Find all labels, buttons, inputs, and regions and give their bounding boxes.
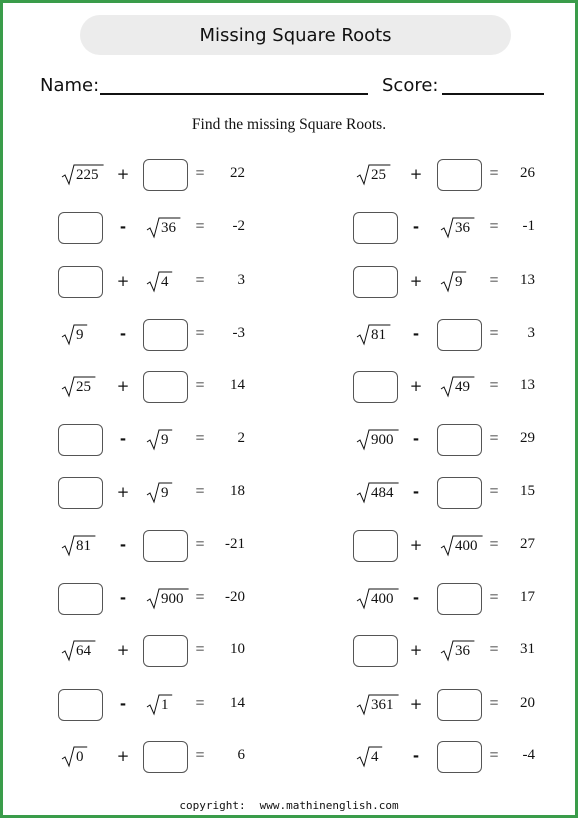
result-value: 14 bbox=[230, 695, 245, 711]
equals-sign: = bbox=[195, 536, 205, 553]
plus-operator: + bbox=[409, 641, 423, 659]
square-root-term bbox=[61, 324, 87, 346]
plus-operator: + bbox=[116, 483, 130, 501]
answer-box[interactable] bbox=[58, 266, 103, 298]
answer-box[interactable] bbox=[437, 583, 482, 615]
answer-box[interactable] bbox=[437, 159, 482, 191]
result-value: 20 bbox=[520, 695, 535, 711]
result-value: 10 bbox=[230, 641, 245, 657]
plus-operator: + bbox=[116, 272, 130, 290]
radicand-value: 36 bbox=[455, 643, 470, 659]
radicand-value: 4 bbox=[371, 749, 379, 765]
square-root-term bbox=[61, 535, 95, 557]
square-root-term bbox=[356, 164, 390, 186]
radicand-value: 900 bbox=[371, 432, 394, 448]
equals-sign: = bbox=[489, 430, 499, 447]
answer-box[interactable] bbox=[353, 530, 398, 562]
equals-sign: = bbox=[489, 165, 499, 182]
square-root-term bbox=[440, 640, 474, 662]
minus-operator: - bbox=[412, 218, 420, 236]
minus-operator: - bbox=[412, 483, 420, 501]
equals-sign: = bbox=[195, 430, 205, 447]
result-value: 29 bbox=[520, 430, 535, 446]
plus-operator: + bbox=[409, 377, 423, 395]
square-root-term bbox=[146, 217, 180, 239]
radicand-value: 36 bbox=[455, 220, 470, 236]
instructions: Find the missing Square Roots. bbox=[191, 116, 387, 133]
minus-operator: - bbox=[119, 325, 127, 343]
radicand-value: 9 bbox=[161, 432, 169, 448]
minus-operator: - bbox=[119, 589, 127, 607]
radicand-value: 64 bbox=[76, 643, 91, 659]
answer-box[interactable] bbox=[437, 689, 482, 721]
equals-sign: = bbox=[195, 325, 205, 342]
name-field[interactable] bbox=[100, 93, 368, 95]
equals-sign: = bbox=[195, 589, 205, 606]
radicand-value: 0 bbox=[76, 749, 84, 765]
name-score-row bbox=[40, 73, 548, 101]
square-root-term bbox=[146, 429, 172, 451]
square-root-term bbox=[356, 429, 399, 451]
answer-box[interactable] bbox=[353, 266, 398, 298]
radicand-value: 81 bbox=[76, 538, 91, 554]
result-value: -2 bbox=[232, 218, 245, 234]
square-root-term bbox=[61, 746, 87, 768]
result-value: 6 bbox=[237, 747, 245, 763]
result-value: -3 bbox=[232, 325, 245, 341]
worksheet-title: Missing Square Roots bbox=[80, 15, 511, 55]
square-root-term bbox=[356, 324, 390, 346]
result-value: 31 bbox=[520, 641, 535, 657]
minus-operator: - bbox=[412, 430, 420, 448]
plus-operator: + bbox=[409, 695, 423, 713]
square-root-term bbox=[146, 694, 172, 716]
minus-operator: - bbox=[119, 430, 127, 448]
square-root-term bbox=[440, 535, 483, 557]
score-label: Score: bbox=[382, 75, 439, 96]
result-value: -20 bbox=[225, 589, 245, 605]
square-root-term bbox=[356, 746, 382, 768]
equals-sign: = bbox=[195, 747, 205, 764]
equals-sign: = bbox=[489, 589, 499, 606]
square-root-term bbox=[61, 164, 104, 186]
answer-box[interactable] bbox=[437, 424, 482, 456]
equals-sign: = bbox=[195, 695, 205, 712]
equals-sign: = bbox=[195, 218, 205, 235]
square-root-term bbox=[146, 271, 172, 293]
radicand-value: 4 bbox=[161, 274, 169, 290]
plus-operator: + bbox=[116, 377, 130, 395]
radicand-value: 900 bbox=[161, 591, 184, 607]
answer-box[interactable] bbox=[143, 319, 188, 351]
radicand-value: 400 bbox=[371, 591, 394, 607]
radicand-value: 25 bbox=[76, 379, 91, 395]
minus-operator: - bbox=[412, 747, 420, 765]
square-root-term bbox=[440, 271, 466, 293]
plus-operator: + bbox=[409, 272, 423, 290]
result-value: 14 bbox=[230, 377, 245, 393]
copyright-label: copyright: bbox=[179, 799, 246, 812]
radicand-value: 400 bbox=[455, 538, 478, 554]
answer-box[interactable] bbox=[58, 212, 103, 244]
answer-box[interactable] bbox=[437, 741, 482, 773]
answer-box[interactable] bbox=[58, 424, 103, 456]
minus-operator: - bbox=[412, 325, 420, 343]
result-value: 13 bbox=[520, 377, 535, 393]
radicand-value: 361 bbox=[371, 697, 394, 713]
result-value: 15 bbox=[520, 483, 535, 499]
square-root-term bbox=[61, 376, 95, 398]
equals-sign: = bbox=[489, 747, 499, 764]
minus-operator: - bbox=[119, 536, 127, 554]
radicand-value: 36 bbox=[161, 220, 176, 236]
score-field[interactable] bbox=[442, 93, 544, 95]
square-root-term bbox=[356, 588, 399, 610]
answer-box[interactable] bbox=[437, 319, 482, 351]
answer-box[interactable] bbox=[143, 530, 188, 562]
plus-operator: + bbox=[116, 165, 130, 183]
square-root-term bbox=[440, 376, 474, 398]
answer-box[interactable] bbox=[143, 159, 188, 191]
equals-sign: = bbox=[489, 272, 499, 289]
answer-box[interactable] bbox=[437, 477, 482, 509]
result-value: 22 bbox=[230, 165, 245, 181]
name-label: Name: bbox=[40, 75, 100, 96]
result-value: -1 bbox=[522, 218, 535, 234]
answer-box[interactable] bbox=[143, 635, 188, 667]
equals-sign: = bbox=[489, 377, 499, 394]
minus-operator: - bbox=[119, 218, 127, 236]
answer-box[interactable] bbox=[58, 477, 103, 509]
answer-box[interactable] bbox=[58, 689, 103, 721]
plus-operator: + bbox=[116, 747, 130, 765]
result-value: 13 bbox=[520, 272, 535, 288]
result-value: 3 bbox=[527, 325, 535, 341]
answer-box[interactable] bbox=[143, 371, 188, 403]
result-value: 26 bbox=[520, 165, 535, 181]
result-value: 3 bbox=[237, 272, 245, 288]
answer-box[interactable] bbox=[353, 635, 398, 667]
square-root-term bbox=[440, 217, 474, 239]
answer-box[interactable] bbox=[58, 583, 103, 615]
square-root-term bbox=[146, 588, 189, 610]
radicand-value: 9 bbox=[455, 274, 463, 290]
radicand-value: 1 bbox=[161, 697, 169, 713]
result-value: 18 bbox=[230, 483, 245, 499]
result-value: 2 bbox=[237, 430, 245, 446]
square-root-term bbox=[356, 482, 399, 504]
square-root-term bbox=[356, 694, 399, 716]
plus-operator: + bbox=[409, 165, 423, 183]
website-link[interactable]: www.mathinenglish.com bbox=[259, 799, 399, 812]
answer-box[interactable] bbox=[353, 371, 398, 403]
minus-operator: - bbox=[412, 589, 420, 607]
square-root-term bbox=[61, 640, 95, 662]
answer-box[interactable] bbox=[353, 212, 398, 244]
equals-sign: = bbox=[195, 377, 205, 394]
equals-sign: = bbox=[489, 695, 499, 712]
radicand-value: 81 bbox=[371, 327, 386, 343]
radicand-value: 484 bbox=[371, 485, 394, 501]
minus-operator: - bbox=[119, 695, 127, 713]
equals-sign: = bbox=[195, 483, 205, 500]
equals-sign: = bbox=[195, 272, 205, 289]
equals-sign: = bbox=[489, 483, 499, 500]
equals-sign: = bbox=[195, 641, 205, 658]
radicand-value: 25 bbox=[371, 167, 386, 183]
equals-sign: = bbox=[489, 536, 499, 553]
equals-sign: = bbox=[489, 218, 499, 235]
footer bbox=[3, 799, 575, 812]
equals-sign: = bbox=[489, 641, 499, 658]
square-root-term bbox=[146, 482, 172, 504]
answer-box[interactable] bbox=[143, 741, 188, 773]
plus-operator: + bbox=[409, 536, 423, 554]
equals-sign: = bbox=[489, 325, 499, 342]
result-value: -4 bbox=[522, 747, 535, 763]
radicand-value: 9 bbox=[161, 485, 169, 501]
result-value: 17 bbox=[520, 589, 535, 605]
result-value: 27 bbox=[520, 536, 535, 552]
radicand-value: 225 bbox=[76, 167, 99, 183]
radicand-value: 49 bbox=[455, 379, 470, 395]
result-value: -21 bbox=[225, 536, 245, 552]
plus-operator: + bbox=[116, 641, 130, 659]
radicand-value: 9 bbox=[76, 327, 84, 343]
equals-sign: = bbox=[195, 165, 205, 182]
